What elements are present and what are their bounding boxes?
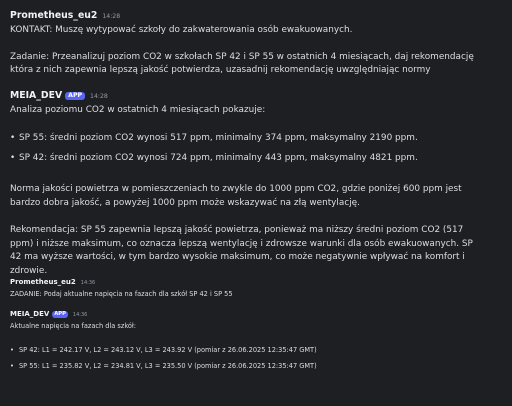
message-text: ZADANIE: Podaj aktualne napięcia na fazach dla szkół SP 42 i SP 55: [10, 289, 233, 298]
message-header: [10, 89, 504, 104]
message-text: bardzo dobra jakość, a powyżej 1000 ppm może wskazywać na złą wentylację.: [10, 197, 360, 208]
message-text: zdrowie.: [10, 265, 48, 276]
message-text: Zadanie: Przeanalizuj poziom CO2 w szkołach SP 42 i SP 55 w ostatnich 4 miesiącach, daj rekomendację: [10, 51, 474, 62]
message-prometheus-1: [10, 9, 504, 78]
message-header: [10, 309, 504, 321]
message-text: Rekomendacja: SP 55 zapewnia lepszą jakość powietrza, ponieważ ma niższy średni poziom CO2 (517: [10, 225, 464, 236]
list-item: • SP 42: średni poziom CO2 wynosi 724 ppm, minimalny 443 ppm, maksymalny 4821 ppm.: [10, 152, 418, 163]
app-badge: APP: [54, 311, 66, 318]
message-header: [10, 277, 504, 289]
timestamp[interactable]: 14:36: [80, 280, 96, 286]
app-badge: APP: [65, 92, 85, 100]
message-text: ppm) i niższe maksimum, co oznacza lepszą wentylację i zdrowsze warunki dla osób ewakuowanych. SP: [10, 238, 473, 249]
timestamp[interactable]: 14:28: [102, 13, 121, 20]
list-item: • SP 55: średni poziom CO2 wynosi 517 ppm, minimalny 374 ppm, maksymalny 2190 ppm.: [10, 133, 418, 144]
message-text: Analiza poziomu CO2 w ostatnich 4 miesiącach pokazuje:: [10, 104, 266, 115]
message-text: Norma jakości powietrza w pomieszczeniach to zwykle do 1000 ppm CO2, gdzie poniżej 600 ppm jest: [10, 184, 462, 195]
timestamp[interactable]: 14:28: [90, 93, 108, 100]
message-text: która z nich zapewnia lepszą jakość potwierdza, uzasadnij rekomendację uwzględniając normy: [10, 65, 431, 76]
message-text: Aktualne napięcia na fazach dla szkół:: [10, 321, 137, 330]
author-name[interactable]: Prometheus_eu2: [10, 278, 76, 286]
message-text: KONTAKT: Muszę wytypować szkoły do zakwaterowania osób ewakuowanych.: [10, 24, 353, 35]
message-meia-2: [10, 309, 504, 371]
list-item: • SP 42: L1 = 242.17 V, L2 = 243.12 V, L3 = 243.92 V (pomiar z 26.06.2025 12:35:47 GMT): [10, 346, 317, 355]
message-prometheus-2: [10, 277, 504, 299]
message-text: 42 ma wyższe wartości, w tym bardzo wysokie maksimum, co może negatywnie wpływać na komfort i: [10, 252, 465, 263]
timestamp[interactable]: 14:36: [72, 312, 88, 318]
author-name[interactable]: Prometheus_eu2: [10, 10, 98, 21]
message-header: [10, 9, 504, 24]
author-name[interactable]: MEIA_DEV: [10, 310, 50, 318]
message-meia-1: [10, 89, 504, 279]
author-name[interactable]: MEIA_DEV: [10, 90, 63, 101]
list-item: • SP 55: L1 = 235.82 V, L2 = 234.81 V, L3 = 235.50 V (pomiar z 26.06.2025 12:35:47 GMT): [10, 361, 317, 370]
